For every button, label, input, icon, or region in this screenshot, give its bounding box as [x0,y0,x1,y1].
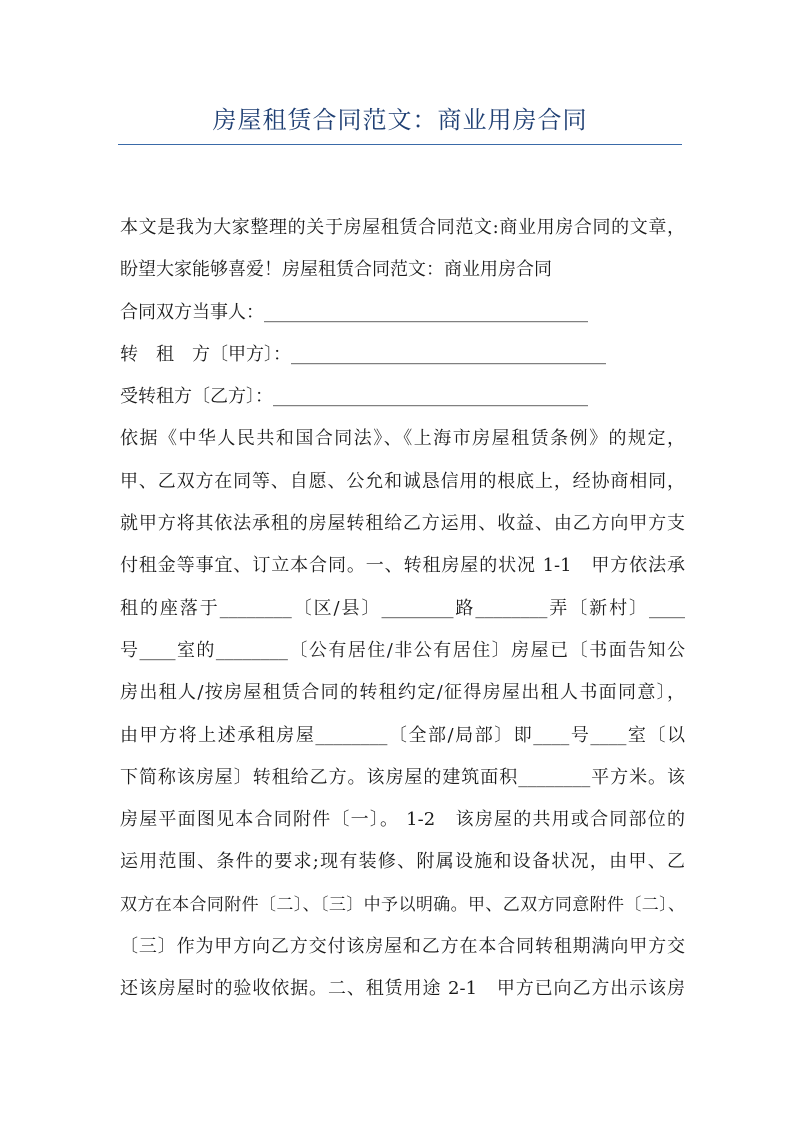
text-line-1: 本文是我为大家整理的关于房屋租赁合同范文:商业用房合同的文章， [120,217,685,238]
text-line-11: 号____室的________〔公有居住/非公有居住〕房屋已〔书面告知公 [120,639,685,661]
text-line-2: 盼望大家能够喜爱！房屋租赁合同范文：商业用房合同 [120,259,552,281]
text-line-8: 就甲方将其依法承租的房屋转租给乙方运用、收益、由乙方向甲方支 [120,513,685,535]
text-line-14: 下简称该房屋〕转租给乙方。该房屋的建筑面积________平方米。该 [120,766,685,788]
text-line-19: 还该房屋时的验收依据。二、租赁用途 2-1 甲方已向乙方出示该房 [120,978,685,1000]
text-line-10: 租的座落于________〔区/县〕________路________弄〔新村〕____ [120,597,685,619]
text-line-7: 甲、乙双方在同等、自愿、公允和诚恳信用的根底上，经协商相同， [120,470,685,492]
sublessor-line: 转 租 方〔甲方〕：___________________________________ [120,343,606,365]
document-title: 房屋租赁合同范文：商业用房合同 [212,106,588,134]
party-line: 合同双方当事人：____________________________________ [120,301,588,323]
title-underline [118,144,682,145]
text-line-12: 房出租人/按房屋租赁合同的转租约定/征得房屋出租人书面同意〕， [120,682,685,704]
sublessee-line: 受转租方〔乙方〕：___________________________________ [120,386,588,408]
text-line-17: 双方在本合同附件〔二〕、〔三〕中予以明确。甲、乙双方同意附件〔二〕、 [120,894,685,915]
text-line-6: 依据《中华人民共和国合同法》、《上海市房屋租赁条例》的规定， [120,428,685,450]
text-line-9: 付租金等事宜、订立本合同。一、转租房屋的状况 1-1 甲方依法承 [120,555,685,577]
document-body [120,213,685,1017]
text-line-18: 〔三〕作为甲方向乙方交付该房屋和乙方在本合同转租期满向甲方交 [120,936,685,958]
text-line-13: 由甲方将上述承租房屋________〔全部/局部〕即____号____室〔以 [120,724,685,746]
text-line-15: 房屋平面图见本合同附件〔一〕。 1-2 该房屋的共用或合同部位的 [120,809,685,831]
text-line-16: 运用范围、条件的要求;现有装修、附属设施和设备状况，由甲、乙 [120,851,685,873]
